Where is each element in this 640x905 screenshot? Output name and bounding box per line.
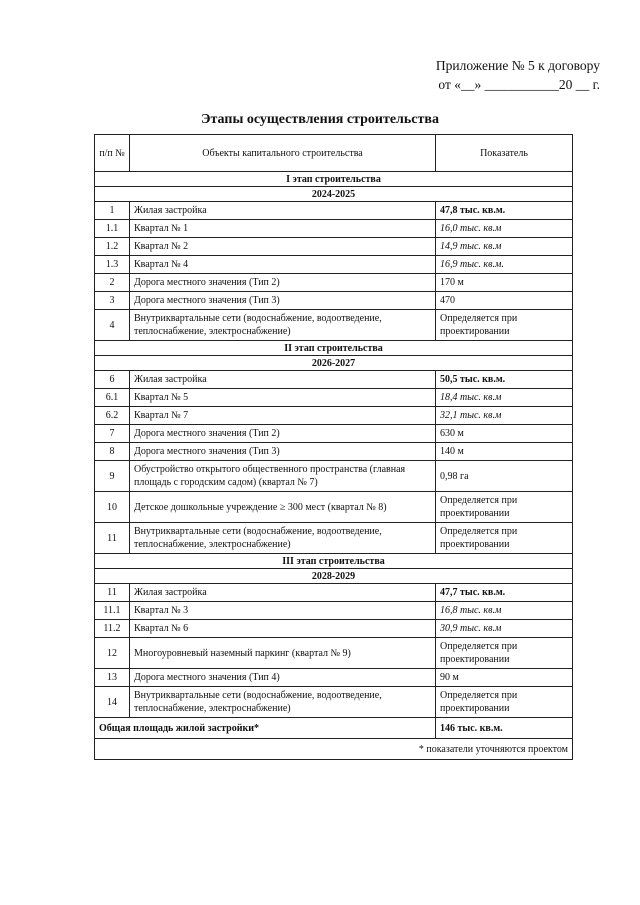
- row-number: 11.1: [95, 602, 130, 620]
- row-value: Определяется при проектировании: [436, 523, 573, 554]
- row-value: 47,7 тыс. кв.м.: [436, 584, 573, 602]
- total-label: Общая площадь жилой застройки*: [95, 718, 436, 739]
- row-number: 11.2: [95, 620, 130, 638]
- column-header-object: Объекты капитального строительства: [130, 135, 436, 172]
- row-object: Внутриквартальные сети (водоснабжение, водоотведение, теплоснабжение, электроснабжение): [130, 687, 436, 718]
- row-object: Квартал № 7: [130, 407, 436, 425]
- row-number: 1.2: [95, 238, 130, 256]
- row-value: 32,1 тыс. кв.м: [436, 407, 573, 425]
- row-number: 8: [95, 443, 130, 461]
- total-value: 146 тыс. кв.м.: [436, 718, 573, 739]
- table-row: [95, 292, 573, 310]
- row-value: 30,9 тыс. кв.м: [436, 620, 573, 638]
- table-row: [95, 256, 573, 274]
- row-object: Квартал № 5: [130, 389, 436, 407]
- appendix-header: [436, 56, 600, 94]
- table-row: [95, 310, 573, 341]
- row-value: Определяется при проектировании: [436, 687, 573, 718]
- row-value: 140 м: [436, 443, 573, 461]
- column-header-value: Показатель: [436, 135, 573, 172]
- stage-1-years: 2024-2025: [95, 187, 573, 202]
- row-value: Определяется при проектировании: [436, 492, 573, 523]
- row-number: 11: [95, 584, 130, 602]
- row-object: Жилая застройка: [130, 584, 436, 602]
- table-row: [95, 274, 573, 292]
- row-number: 4: [95, 310, 130, 341]
- row-value: 47,8 тыс. кв.м.: [436, 202, 573, 220]
- stage-3-name: III этап строительства: [95, 554, 573, 569]
- document-title: Этапы осуществления строительства: [201, 112, 439, 127]
- row-number: 12: [95, 638, 130, 669]
- table-row: [95, 389, 573, 407]
- stage-2-header: [95, 341, 573, 356]
- row-value: 470: [436, 292, 573, 310]
- row-number: 6: [95, 371, 130, 389]
- table-row: [95, 238, 573, 256]
- row-object: Квартал № 6: [130, 620, 436, 638]
- row-number: 3: [95, 292, 130, 310]
- table-row: [95, 669, 573, 687]
- row-object: Многоуровневый наземный паркинг (квартал № 9): [130, 638, 436, 669]
- row-value: 16,0 тыс. кв.м: [436, 220, 573, 238]
- row-number: 13: [95, 669, 130, 687]
- row-value: 90 м: [436, 669, 573, 687]
- contract-date-line: от «__» ___________20 __ г.: [438, 77, 600, 92]
- row-number: 1: [95, 202, 130, 220]
- table-row: [95, 638, 573, 669]
- table-row: [95, 602, 573, 620]
- stage-2-name: II этап строительства: [95, 341, 573, 356]
- column-header-number: п/п №: [95, 135, 130, 172]
- row-value: 14,9 тыс. кв.м: [436, 238, 573, 256]
- stage-3-years-row: [95, 569, 573, 584]
- table-row: [95, 687, 573, 718]
- table-row: [95, 425, 573, 443]
- stage-3-years: 2028-2029: [95, 569, 573, 584]
- row-number: 10: [95, 492, 130, 523]
- table-row: [95, 371, 573, 389]
- table-row: [95, 202, 573, 220]
- row-number: 7: [95, 425, 130, 443]
- row-object: Квартал № 1: [130, 220, 436, 238]
- appendix-reference: Приложение № 5 к договору: [435, 58, 600, 73]
- row-number: 6.2: [95, 407, 130, 425]
- row-number: 1.1: [95, 220, 130, 238]
- table-row: [95, 620, 573, 638]
- row-value: 630 м: [436, 425, 573, 443]
- row-value: 18,4 тыс. кв.м: [436, 389, 573, 407]
- row-object: Жилая застройка: [130, 371, 436, 389]
- table-row: [95, 584, 573, 602]
- stage-1-header: [95, 172, 573, 187]
- row-object: Внутриквартальные сети (водоснабжение, водоотведение, теплоснабжение, электроснабжение): [130, 523, 436, 554]
- row-object: Дорога местного значения (Тип 2): [130, 425, 436, 443]
- row-object: Детское дошкольные учреждение ≥ 300 мест (квартал № 8): [130, 492, 436, 523]
- row-object: Дорога местного значения (Тип 4): [130, 669, 436, 687]
- row-object: Внутриквартальные сети (водоснабжение, водоотведение, теплоснабжение, электроснабжение): [130, 310, 436, 341]
- row-object: Квартал № 4: [130, 256, 436, 274]
- table-row: [95, 523, 573, 554]
- total-row: [95, 718, 573, 739]
- row-number: 9: [95, 461, 130, 492]
- row-value: 16,8 тыс. кв.м: [436, 602, 573, 620]
- row-number: 14: [95, 687, 130, 718]
- footnote: * показатели уточняются проектом: [95, 739, 573, 760]
- row-object: Квартал № 3: [130, 602, 436, 620]
- row-value: 170 м: [436, 274, 573, 292]
- row-value: 50,5 тыс. кв.м.: [436, 371, 573, 389]
- row-value: 16,9 тыс. кв.м.: [436, 256, 573, 274]
- row-object: Дорога местного значения (Тип 3): [130, 292, 436, 310]
- footnote-row: [95, 739, 573, 760]
- stage-1-years-row: [95, 187, 573, 202]
- table-row: [95, 407, 573, 425]
- construction-stages-table: [94, 134, 573, 760]
- table-header-row: [95, 135, 573, 172]
- row-number: 2: [95, 274, 130, 292]
- stage-2-years-row: [95, 356, 573, 371]
- row-value: Определяется при проектировании: [436, 310, 573, 341]
- stage-1-name: I этап строительства: [95, 172, 573, 187]
- row-object: Квартал № 2: [130, 238, 436, 256]
- row-number: 6.1: [95, 389, 130, 407]
- row-number: 1.3: [95, 256, 130, 274]
- row-object: Обустройство открытого общественного пространства (главная площадь с городским садом) (квартал № 7): [130, 461, 436, 492]
- stage-2-years: 2026-2027: [95, 356, 573, 371]
- table-row: [95, 443, 573, 461]
- row-object: Жилая застройка: [130, 202, 436, 220]
- stage-3-header: [95, 554, 573, 569]
- table-row: [95, 220, 573, 238]
- row-number: 11: [95, 523, 130, 554]
- table-row: [95, 492, 573, 523]
- table-row: [95, 461, 573, 492]
- row-object: Дорога местного значения (Тип 3): [130, 443, 436, 461]
- row-value: Определяется при проектировании: [436, 638, 573, 669]
- row-value: 0,98 га: [436, 461, 573, 492]
- row-object: Дорога местного значения (Тип 2): [130, 274, 436, 292]
